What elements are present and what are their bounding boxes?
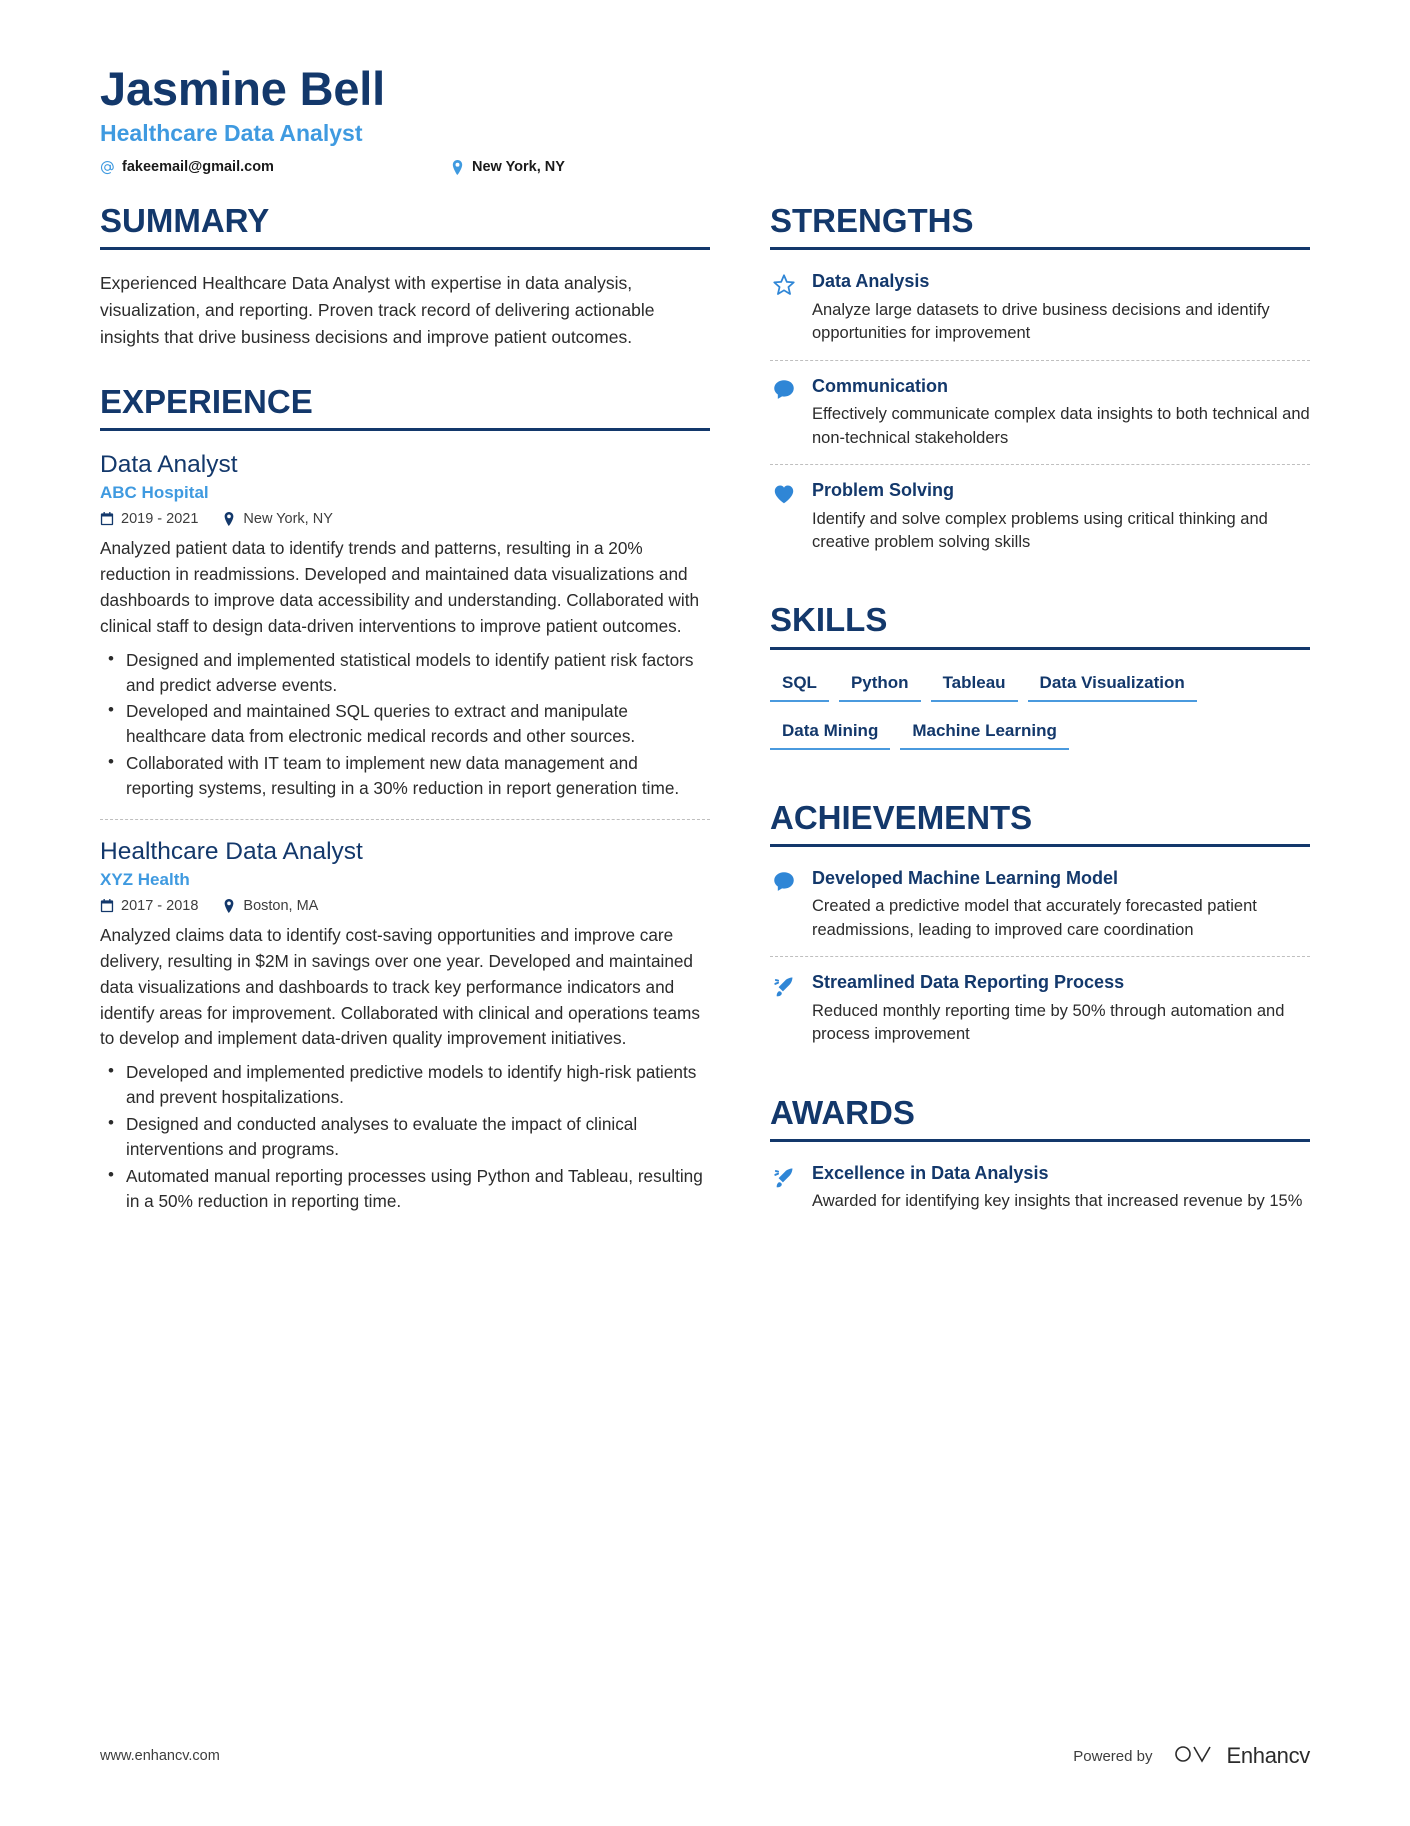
job-bullet: • Developed and maintained SQL queries to extract and manipulate healthcare data from electronic medical records and other sources. [126,699,710,749]
skill-tag: Machine Learning [900,718,1069,750]
section-summary [100,203,710,350]
achievement-title: Streamlined Data Reporting Process [812,972,1125,993]
map-pin-icon [450,160,465,175]
achievement-item [770,867,1310,956]
candidate-name: Jasmine Bell [100,62,385,115]
contact-row [100,159,1310,175]
strength-title: Communication [812,375,949,396]
job-description: Analyzed claims data to identify cost-saving opportunities and improve care delivery, resulting in $2M in savings over one year. Developed and maintained data visualizations and dashboards to track key performance indicators and identify areas for improvement. Collaborated with clinical and operations teams to develop and implement data-driven quality improvement initiatives. [100,925,700,1049]
map-pin-icon [222,512,236,527]
skill-tag: Python [839,670,921,702]
section-achievements [770,800,1310,1061]
skill-tag: Data Visualization [1028,670,1197,702]
resume-header [100,62,1310,175]
skills-rule [770,647,1310,650]
job-dates [100,511,198,527]
awards-rule [770,1139,1310,1142]
job-location-text: Boston, MA [243,898,319,915]
heart-icon [770,481,798,509]
strength-desc: Effectively communicate complex data insights to both technical and non-technical stakeholders [812,405,1310,447]
job-company: ABC Hospital [100,483,209,503]
brand-name: Enhancv [1226,1743,1310,1768]
strength-separator [770,360,1310,361]
right-column [770,203,1310,1262]
rocket-icon [770,973,798,1001]
section-experience [100,384,710,1214]
achievement-separator [770,956,1310,957]
candidate-role: Healthcare Data Analyst [100,120,363,147]
strength-title: Problem Solving [812,480,955,501]
achievement-item [770,971,1310,1060]
star-icon [770,272,798,300]
job-bullet: • Designed and conducted analyses to evaluate the impact of clinical interventions and programs. [126,1112,710,1162]
job-bullet: • Developed and implemented predictive models to identify high-risk patients and prevent hospitalizations. [126,1060,710,1110]
section-strengths [770,203,1310,568]
contact-email-text: fakeemail@gmail.com [122,159,274,176]
achievement-desc: Reduced monthly reporting time by 50% through automation and process improvement [812,1001,1285,1044]
skill-tag: SQL [770,670,829,702]
job-bullets [100,1060,710,1214]
job-bullet: • Designed and implemented statistical models to identify patient risk factors and predict adverse events. [126,648,710,698]
job-location [222,511,332,527]
powered-by-label: Powered by [1073,1747,1153,1765]
footer-website[interactable]: www.enhancv.com [100,1748,220,1764]
job-meta [100,511,710,527]
job-location [222,898,318,914]
job-title: Data Analyst [100,451,238,479]
speech-bubble-icon [770,377,798,405]
strengths-rule [770,247,1310,250]
strength-title: Data Analysis [812,271,930,292]
experience-heading: EXPERIENCE [100,383,313,421]
resume-content [100,62,1310,1262]
job-bullet: • Automated manual reporting processes using Python and Tableau, resulting in a 50% reduction in reporting time. [126,1164,710,1214]
strengths-heading: STRENGTHS [770,202,974,240]
strength-separator [770,464,1310,465]
strength-item [770,375,1310,464]
award-item [770,1162,1310,1228]
achievement-title: Developed Machine Learning Model [812,867,1119,888]
awards-heading: AWARDS [770,1093,915,1131]
strength-item [770,479,1310,568]
job-dates [100,898,198,914]
map-pin-icon [222,899,236,914]
contact-location [450,159,565,175]
achievement-desc: Created a predictive model that accurately forecasted patient readmissions, leading to improved care coordination [812,897,1257,939]
award-title: Excellence in Data Analysis [812,1162,1049,1183]
job-bullet: • Collaborated with IT team to implement new data management and reporting systems, resulting in a 30% reduction in report generation time. [126,751,710,801]
resume-columns [100,203,1310,1262]
achievements-heading: ACHIEVEMENTS [770,798,1033,836]
footer-brand [1073,1742,1310,1770]
experience-item [100,451,710,801]
summary-heading: SUMMARY [100,202,270,240]
contact-email[interactable] [100,159,450,175]
job-title: Healthcare Data Analyst [100,838,363,866]
resume-footer [100,1742,1310,1770]
job-company: XYZ Health [100,870,190,890]
job-dates-text: 2017 - 2018 [121,898,199,915]
skill-tag: Data Mining [770,718,890,750]
experience-rule [100,428,710,431]
job-dates-text: 2019 - 2021 [121,511,199,528]
left-column [100,203,710,1262]
experience-item [100,838,710,1214]
section-awards [770,1095,1310,1228]
strength-item [770,270,1310,359]
summary-text: Experienced Healthcare Data Analyst with expertise in data analysis, visualization, and reporting. Proven track record of delivering actionable insights that drive business decisions and improve patient outcomes. [100,273,655,347]
skills-heading: SKILLS [770,601,888,639]
job-location-text: New York, NY [243,511,333,528]
summary-rule [100,247,710,250]
section-skills [770,602,1310,765]
rocket-icon [770,1164,798,1192]
speech-bubble-icon [770,869,798,897]
calendar-icon [100,899,114,914]
strength-desc: Identify and solve complex problems using critical thinking and creative problem solving skills [812,509,1268,551]
column-gap [710,203,770,1262]
contact-location-text: New York, NY [472,159,565,176]
strength-desc: Analyze large datasets to drive business decisions and identify opportunities for improvement [812,300,1270,343]
enhancv-logo-icon [1172,1742,1212,1770]
job-meta [100,898,710,914]
achievements-rule [770,844,1310,847]
skill-tag: Tableau [931,670,1018,702]
skills-list [770,670,1310,766]
at-icon [100,160,115,175]
award-desc: Awarded for identifying key insights that increased revenue by 15% [812,1192,1303,1211]
job-bullets [100,648,710,802]
calendar-icon [100,512,114,527]
experience-separator [100,819,710,820]
job-description: Analyzed patient data to identify trends and patterns, resulting in a 20% reduction in readmissions. Developed and maintained data visualizations and dashboards to improve data accessibility and understanding. Collaborated with clinical staff to design data-driven interventions to improve patient outcomes. [100,538,700,636]
